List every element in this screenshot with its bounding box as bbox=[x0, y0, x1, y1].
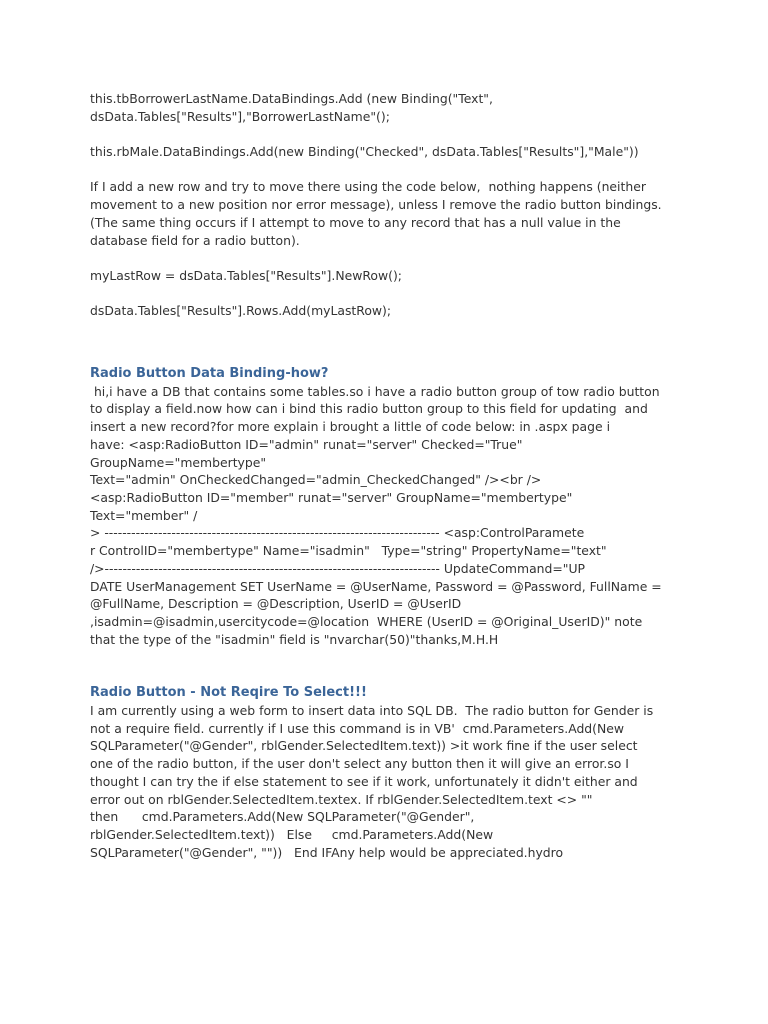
section-line: insert a new record?for more explain i brought a little of code below: in .aspx page i bbox=[90, 419, 611, 435]
paragraph-line: database field for a radio button). bbox=[90, 232, 300, 248]
section-line: not a require field. currently if I use this command is in VB' cmd.Parameters.Add(New bbox=[90, 720, 625, 736]
section-line: SQLParameter("@Gender", rblGender.SelectedItem.text)) >it work fine if the user select bbox=[90, 738, 638, 754]
section-line: rblGender.SelectedItem.text)) Else cmd.Parameters.Add(New bbox=[90, 826, 494, 842]
addrow-line: dsData.Tables["Results"].Rows.Add(myLastRow); bbox=[90, 303, 392, 319]
section-line: />--------------------------------------------------------------------------- UpdateCommand="UP bbox=[90, 560, 586, 576]
paragraph-line: If I add a new row and try to move there using the code below, nothing happens (neither bbox=[90, 179, 646, 195]
newrow-line: myLastRow = dsData.Tables["Results"].NewRow(); bbox=[90, 267, 402, 283]
section-line: r ControlID="membertype" Name="isadmin" Type="string" PropertyName="text" bbox=[90, 543, 607, 559]
section-line: hi,i have a DB that contains some tables.so i have a radio button group of tow radio button bbox=[90, 383, 660, 399]
section-line: to display a field.now how can i bind this radio button group to this field for updating and bbox=[90, 401, 648, 417]
section-line: have: <asp:RadioButton ID="admin" runat="server" Checked="True" bbox=[90, 436, 523, 452]
section-line: error out on rblGender.SelectedItem.textex. If rblGender.SelectedItem.text <> "" bbox=[90, 791, 593, 807]
section-line: I am currently using a web form to insert data into SQL DB. The radio button for Gender is bbox=[90, 703, 654, 719]
section-line: thought I can try the if else statement to see if it work, unfortunately it didn't either and bbox=[90, 773, 638, 789]
section-line: > --------------------------------------------------------------------------- <asp:ControlParamete bbox=[90, 525, 585, 541]
document-body bbox=[90, 90, 690, 861]
section-line: @FullName, Description = @Description, UserID = @UserID bbox=[90, 596, 462, 612]
section-line: <asp:RadioButton ID="member" runat="server" GroupName="membertype" bbox=[90, 490, 573, 505]
section-line: that the type of the "isadmin" field is "nvarchar(50)"thanks,M.H.H bbox=[90, 631, 499, 647]
section-line: Text="admin" OnCheckedChanged="admin_CheckedChanged" /><br /> bbox=[90, 472, 542, 488]
section-line: then cmd.Parameters.Add(New SQLParameter("@Gender", bbox=[90, 809, 475, 825]
section-line: GroupName="membertype" bbox=[90, 454, 267, 470]
rbmale-binding-line: this.rbMale.DataBindings.Add(new Binding("Checked", dsData.Tables["Results"],"Male")) bbox=[90, 144, 639, 160]
section-line: DATE UserManagement SET UserName = @UserName, Password = @Password, FullName = bbox=[90, 578, 662, 594]
section-line: ,isadmin=@isadmin,usercitycode=@location WHERE (UserID = @Original_UserID)" note bbox=[90, 613, 643, 629]
intro-paragraph bbox=[90, 178, 690, 249]
section-line: SQLParameter("@Gender", "")) End IFAny help would be appreciated.hydro bbox=[90, 844, 564, 860]
section-line: one of the radio button, if the user don't select any button then it will give an error.so I bbox=[90, 756, 629, 772]
code-line: this.tbBorrowerLastName.DataBindings.Add (new Binding("Text", bbox=[90, 91, 493, 106]
section-line: Text="member" / bbox=[90, 507, 198, 523]
paragraph-line: (The same thing occurs if I attempt to move to any record that has a null value in the bbox=[90, 214, 621, 230]
code-line: dsData.Tables["Results"],"BorrowerLastName"(); bbox=[90, 108, 390, 124]
section-title: Radio Button - Not Reqire To Select!!! bbox=[90, 685, 367, 701]
intro-code-block bbox=[90, 90, 690, 125]
section-radio-button-data-binding bbox=[90, 365, 690, 648]
paragraph-line: movement to a new position nor error message), unless I remove the radio button bindings. bbox=[90, 197, 662, 213]
section-radio-button-not-required bbox=[90, 684, 690, 861]
section-title: Radio Button Data Binding-how? bbox=[90, 366, 329, 382]
